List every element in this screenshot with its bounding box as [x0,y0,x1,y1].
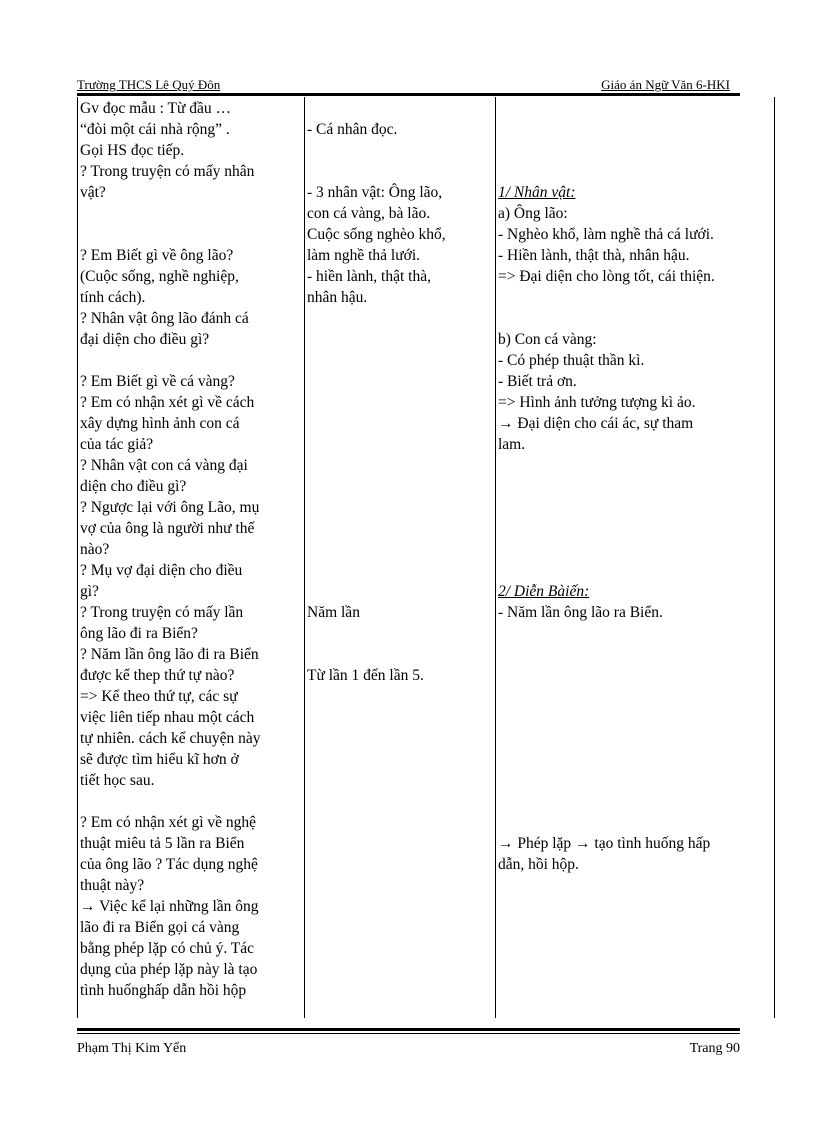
lesson-table [77,97,775,1018]
col3-line: → Đại diện cho cái ác, sự tham [498,415,694,432]
content-column [496,97,775,1018]
col1-line: thuật miêu tả 5 lần ra Biển [80,835,245,852]
col1-line: nào? [80,541,110,558]
col2-line [307,581,493,602]
col1-line: tình huốnghấp dẫn hồi hộp [80,982,247,999]
col3-line: - Hiền lành, thật thà, nhân hậu. [498,247,690,264]
col3-line [498,455,772,476]
document-title: Giáo án Ngữ Văn 6-HKI [601,77,730,92]
col1-line: vật? [80,184,106,201]
col1-line: ? Em có nhận xét gì về nghệ [80,814,257,831]
col2-line [307,623,493,644]
col1-line: vợ của ông là người như thế [80,520,255,537]
col1-line: tự nhiên. cách kể chuyện này [80,730,261,747]
col3-line: => Đại diện cho lòng tốt, cái thiện. [498,268,715,285]
col1-line: ? Mụ vợ đại diện cho điều [80,562,243,579]
content-text [498,98,772,875]
col2-line [307,644,493,665]
col1-line: thuật này? [80,877,145,894]
col1-line: ? Em Biết gì về cá vàng? [80,373,235,390]
col2-line [307,518,493,539]
student-activity-column [305,97,496,1018]
col1-line: gì? [80,583,99,600]
col1-line: ? Em Biết gì về ông lão? [80,247,234,264]
col3-line [498,539,772,560]
col1-line: dụng của phép lặp này là tạo [80,961,258,978]
col1-line: xây dựng hình ảnh con cá [80,415,240,432]
col3-line [498,287,772,308]
col1-line: bằng phép lặp có chủ ý. Tác [80,940,255,957]
col3-line [498,644,772,665]
col3-line [498,686,772,707]
col2-line [307,560,493,581]
col3-line [498,119,772,140]
col3-line: b) Con cá vàng: [498,331,597,348]
col3-line [498,665,772,686]
col2-line: Cuộc sống nghèo khổ, [307,226,446,243]
col2-line: làm nghề thả lưới. [307,247,421,264]
school-name: Trường THCS Lê Quý Đôn [77,77,221,92]
col1-line: ? Trong truyện có mấy lần [80,604,244,621]
col2-line [307,539,493,560]
col3-line [498,560,772,581]
col3-line: 1/ Nhân vật: [498,184,576,201]
header-rule-thick [77,93,740,96]
col3-line [498,728,772,749]
teacher-activity-text [80,98,302,1001]
col1-line: ? Nhân vật ông lão đánh cá [80,310,249,327]
col3-line: a) Ông lão: [498,205,568,222]
col3-line [498,770,772,791]
col1-line [80,203,302,224]
col2-line: Từ lần 1 đến lần 5. [307,667,424,684]
col1-line: sẽ được tìm hiểu kĩ hơn ở [80,751,239,768]
col1-line: ? Năm lần ông lão đi ra Biển [80,646,259,663]
col3-line [498,161,772,182]
col2-line [307,497,493,518]
col1-line: ? Trong truyện có mấy nhân [80,163,255,180]
col2-line: - hiền lành, thật thà, [307,268,431,285]
col3-line: => Hình ảnh tưởng tượng kì ảo. [498,394,696,411]
col3-line: - Biết trả ơn. [498,373,577,390]
col1-line: ? Nhân vật con cá vàng đại [80,457,248,474]
col2-line [307,371,493,392]
col1-line: (Cuộc sống, nghề nghiệp, [80,268,239,285]
col1-line: “đòi một cái nhà rộng” . [80,121,230,138]
col1-line: ông lão đi ra Biển? [80,625,198,642]
col3-line [498,476,772,497]
col1-line: đại diện cho điều gì? [80,331,210,348]
col1-line: Gv đọc mẫu : Từ đầu … [80,100,232,117]
col3-line [498,308,772,329]
col2-line [307,161,493,182]
page-header [77,77,740,93]
col3-line [498,497,772,518]
col3-line: - Nghèo khổ, làm nghề thả cá lưới. [498,226,714,243]
col3-line [498,140,772,161]
col1-line: ? Ngược lại với ông Lão, mụ [80,499,260,516]
col3-line: 2/ Diễn Bàiến: [498,583,590,600]
col1-line: Gọi HS đọc tiếp. [80,142,185,159]
col2-line [307,413,493,434]
col3-line [498,812,772,833]
col1-line: tiết học sau. [80,772,155,789]
col1-line: của ông lão ? Tác dụng nghệ [80,856,258,873]
col1-line: ? Em có nhận xét gì về cách [80,394,255,411]
col3-line: - Có phép thuật thần kì. [498,352,645,369]
col2-line: - Cá nhân đọc. [307,121,398,138]
col2-line [307,308,493,329]
col3-line [498,749,772,770]
col3-line: - Năm lần ông lão ra Biển. [498,604,663,621]
col1-line: diện cho điều gì? [80,478,187,495]
col1-line: tính cách). [80,289,146,306]
col3-line [498,791,772,812]
col2-line: Năm lần [307,604,360,621]
page-number: Trang 90 [689,1041,740,1056]
col1-line: được kể thep thứ tự nào? [80,667,235,684]
col3-line [498,707,772,728]
col3-line [498,518,772,539]
col3-line: dẫn, hồi hộp. [498,856,579,873]
col1-line: của tác giả? [80,436,154,453]
footer-rule-thick [77,1028,740,1031]
student-activity-text [307,98,493,686]
col1-line: → Việc kể lại những lần ông [80,898,259,915]
col2-line [307,476,493,497]
col2-line [307,350,493,371]
col3-line: → Phép lặp → tạo tình huống hấp [498,835,711,852]
col2-line [307,329,493,350]
col1-line [80,350,302,371]
col2-line: con cá vàng, bà lão. [307,205,431,222]
col3-line [498,98,772,119]
col2-line [307,455,493,476]
col2-line [307,140,493,161]
col2-line: nhân hậu. [307,289,368,306]
teacher-activity-column [78,97,305,1018]
col2-line: - 3 nhân vật: Ông lão, [307,184,443,201]
col3-line [498,623,772,644]
col1-line [80,224,302,245]
col2-line [307,434,493,455]
col2-line [307,98,493,119]
col2-line [307,392,493,413]
col1-line: lão đi ra Biển gọi cá vàng [80,919,240,936]
col1-line: việc liên tiếp nhau một cách [80,709,255,726]
col1-line: => Kể theo thứ tự, các sự [80,688,238,705]
col3-line: lam. [498,436,526,453]
col1-line [80,791,302,812]
footer-rule-thin [77,1033,740,1034]
author-name: Phạm Thị Kim Yến [77,1041,187,1056]
